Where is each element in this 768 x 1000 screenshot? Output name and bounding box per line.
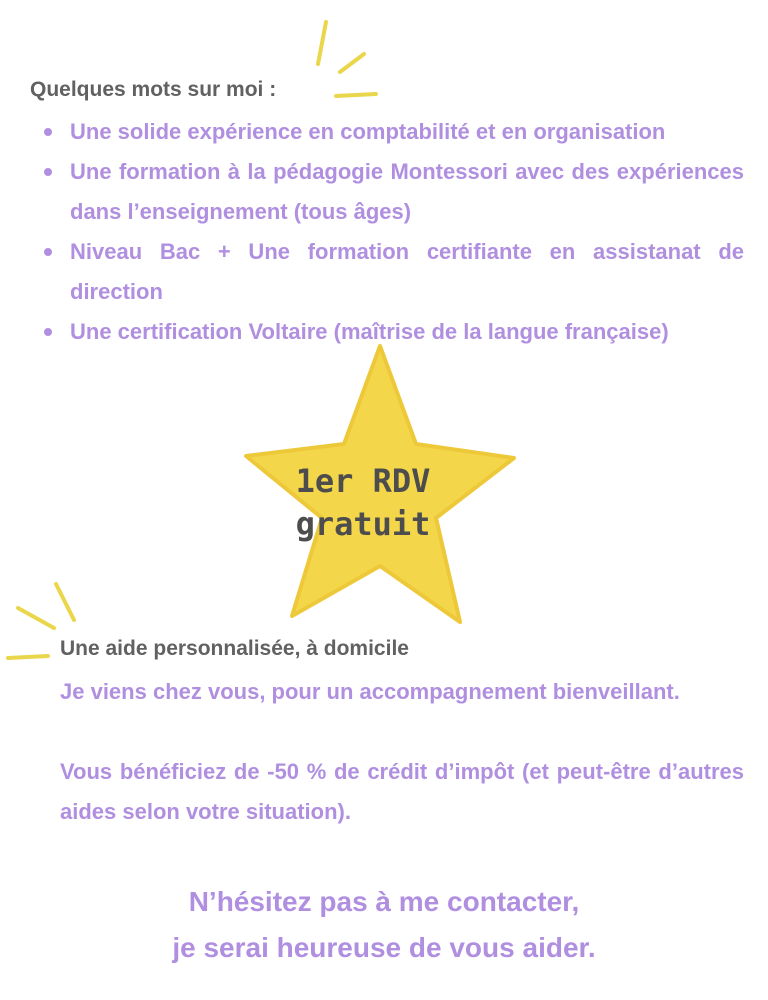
bullet-dot [44, 128, 52, 136]
about-heading: Quelques mots sur moi : [30, 78, 277, 101]
list-item [40, 232, 744, 312]
star-text-line1: 1er RDV [295, 462, 431, 500]
bullet-dot [44, 328, 52, 336]
list-item [40, 152, 744, 232]
list-item-text: Une solide expérience en comptabilité et en organisation [70, 119, 666, 144]
list-item-text: Une formation à la pédagogie Montessori avec des expériences dans l’enseignement (tous âges) [70, 159, 744, 224]
aide-heading: Une aide personnalisée, à domicile [60, 637, 409, 660]
bullet-dot [44, 168, 52, 176]
aide-paragraph-1: Je viens chez vous, pour un accompagnement bienveillant. [60, 679, 680, 704]
contact-line-1: N’hésitez pas à me contacter, [188, 886, 580, 917]
star-text-line2: gratuit [295, 505, 431, 543]
bullet-dot [44, 248, 52, 256]
aide-paragraph-2: Vous bénéficiez de -50 % de crédit d’impôt (et peut-être d’autres aides selon votre situation). [60, 759, 744, 824]
yellow-strokes-decoration [300, 18, 390, 108]
contact-line-2: je serai heureuse de vous aider. [172, 932, 596, 963]
list-item-text: Une certification Voltaire (maîtrise de la langue française) [70, 319, 669, 344]
list-item [40, 112, 744, 152]
list-item-text: Niveau Bac + Une formation certifiante en assistanat de direction [70, 239, 744, 304]
about-list [40, 112, 744, 352]
